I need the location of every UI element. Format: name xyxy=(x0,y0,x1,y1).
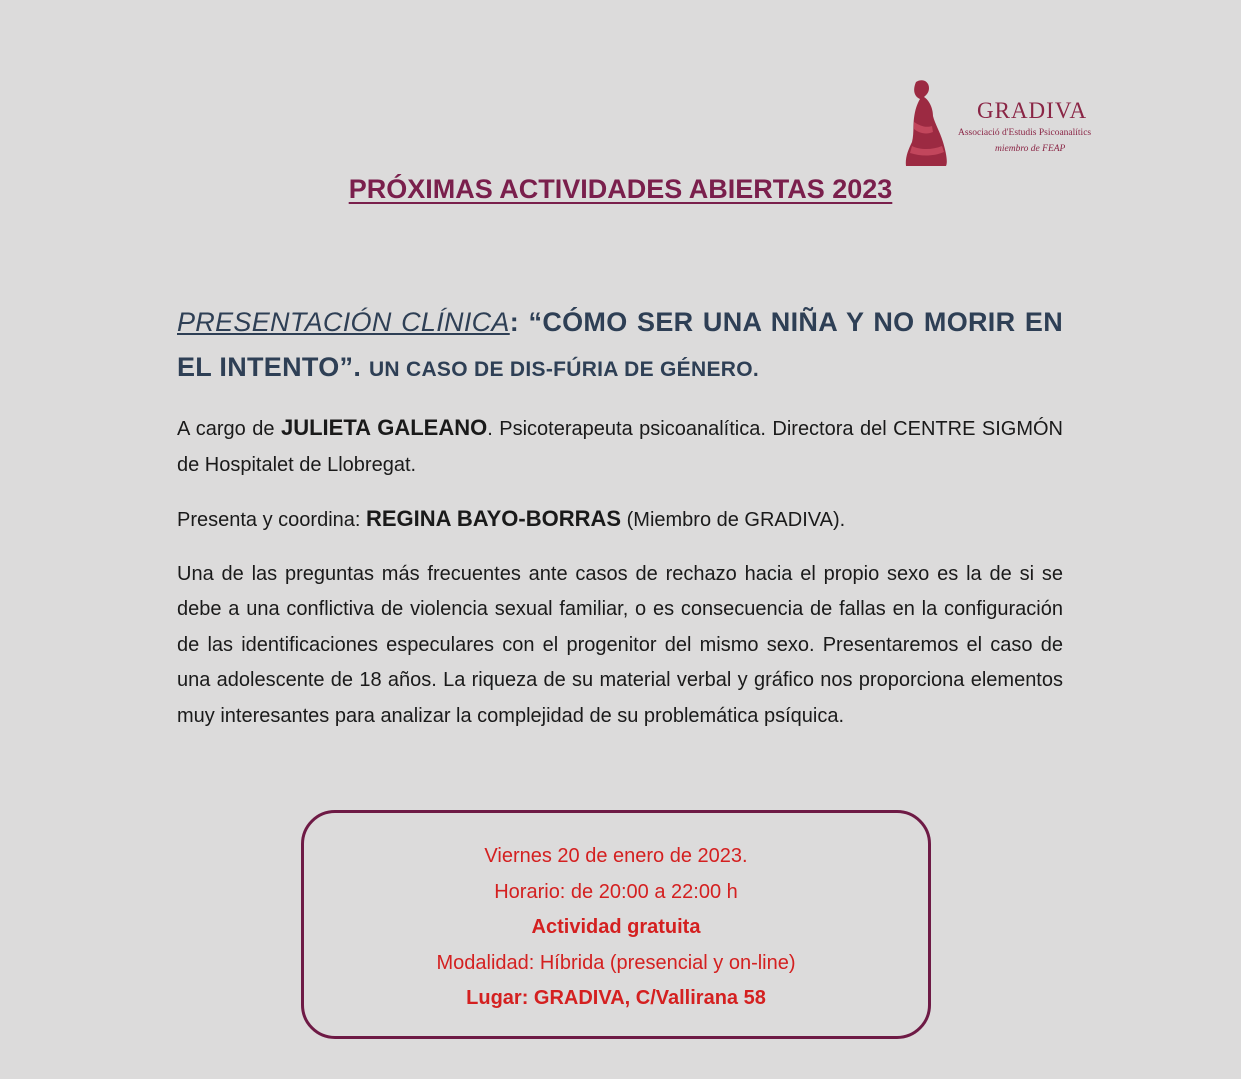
speaker-paragraph xyxy=(177,410,1063,483)
event-schedule: Horario: de 20:00 a 22:00 h xyxy=(494,880,738,903)
coordinator-name: REGINA BAYO-BORRAS xyxy=(366,506,622,531)
event-date: Viernes 20 de enero de 2023. xyxy=(484,845,748,867)
logo-member-text: miembro de FEAP xyxy=(995,144,1066,154)
event-title xyxy=(177,300,1063,392)
speaker-description: . Psicoterapeuta psicoanalítica. Directora del CENTRE SIGMÓN de Hospitalet de Llobregat. xyxy=(177,418,1063,476)
event-details-box xyxy=(301,810,931,1039)
event-title-text: : “CÓMO SER UNA NIÑA Y NO MORIR EN EL INTENTO”. xyxy=(177,307,1063,382)
event-place: Lugar: GRADIVA, C/Vallirana 58 xyxy=(466,987,766,1009)
description-paragraph: Una de las preguntas más frecuentes ante casos de rechazo hacia el propio sexo es la de si se debe a una conflictiva de violencia sexual familiar, o es consecuencia de fallas en la configuración de las identificaciones especulares con el progenitor del mismo sexo. Presentaremos el caso de una adolescente de 18 años. La riqueza de su material verbal y gráfico nos proporciona elementos muy interesantes para analizar la complejidad de su problemática psíquica. xyxy=(177,562,1063,727)
coordinator-paragraph xyxy=(177,501,1063,539)
event-content xyxy=(177,300,1063,734)
coordinator-prefix: Presenta y coordina: xyxy=(177,509,366,531)
page-title: PRÓXIMAS ACTIVIDADES ABIERTAS 2023 xyxy=(348,174,893,204)
event-mode: Modalidad: Híbrida (presencial y on-line) xyxy=(436,951,796,974)
gradiva-figure-icon xyxy=(902,78,948,166)
event-type-label: PRESENTACIÓN CLÍNICA xyxy=(177,307,510,337)
event-subtitle: UN CASO DE DIS-FÚRIA DE GÉNERO. xyxy=(368,358,759,381)
gradiva-logo xyxy=(902,78,1132,168)
speaker-prefix: A cargo de xyxy=(177,418,281,440)
logo-subtitle: Associació d'Estudis Psicoanalítics xyxy=(958,128,1092,138)
event-price: Actividad gratuita xyxy=(531,916,701,938)
logo-name: GRADIVA xyxy=(977,98,1088,123)
speaker-name: JULIETA GALEANO xyxy=(280,415,488,440)
coordinator-suffix: (Miembro de GRADIVA). xyxy=(621,509,846,531)
